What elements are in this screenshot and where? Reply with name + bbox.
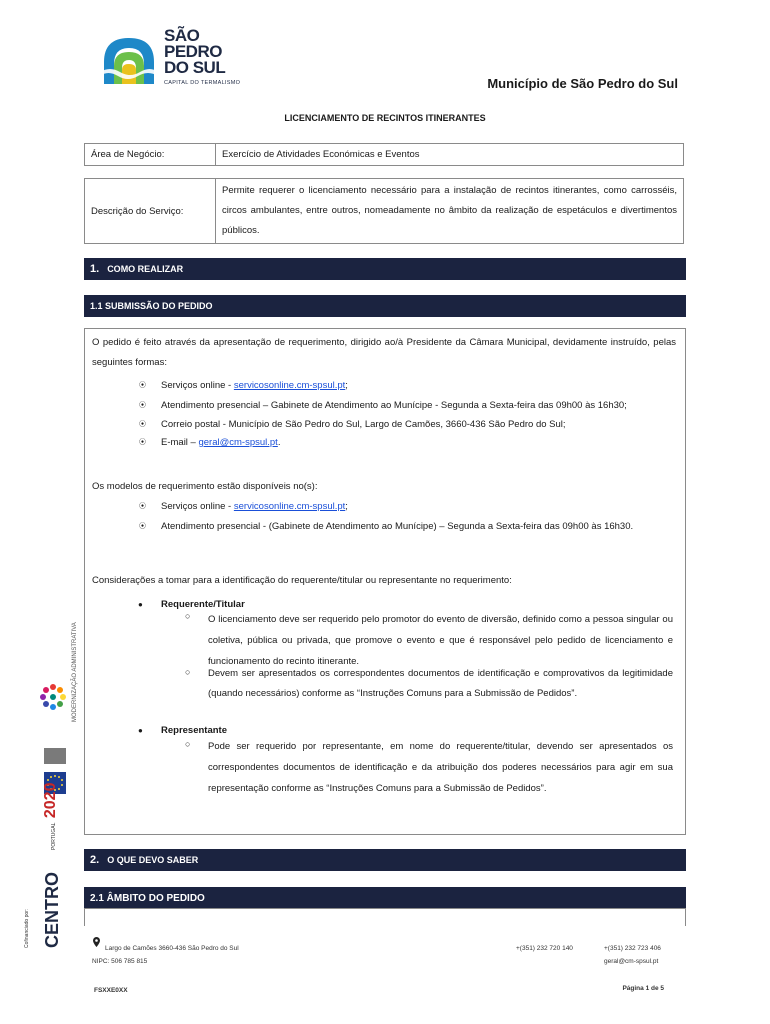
section-2-label: O QUE DEVO SABER <box>107 855 199 865</box>
section-2-header <box>84 849 686 871</box>
modernizacao-text: MODERNIZAÇÃO ADMINISTRATIVA <box>72 622 78 722</box>
correio-text: Correio postal - Município de São Pedro do Sul, Largo de Camões, 3660-436 São Pedro do Sul; <box>161 419 566 430</box>
models-servicos-online-link[interactable]: servicosonline.cm-spsul.pt <box>233 501 346 512</box>
considerations-paragraph: Considerações a tomar para a identificação do requerente/titular ou representante no requerimento: <box>92 575 512 586</box>
area-table <box>84 143 684 166</box>
footer-nipc: NIPC: 506 785 815 <box>92 958 148 965</box>
atendimento-text: Atendimento presencial – Gabinete de Atendimento ao Munícipe - Segunda a Sexta-feira das 09h00 às 16h30; <box>161 400 627 411</box>
footer-phone-2: +(351) 232 723 406 <box>604 945 661 952</box>
bullet-icon: ⦿ <box>139 523 146 530</box>
logo-line-1: SÃO <box>164 26 200 45</box>
models-list <box>139 498 674 537</box>
republica-logo-icon <box>44 748 66 764</box>
models-intro: Os modelos de requerimento estão disponíveis no(s): <box>92 481 318 492</box>
requerente-title: Requerente/Titular <box>161 599 245 610</box>
scope-content <box>84 908 686 926</box>
footer-doc-code: FSXXE0XX <box>94 987 128 994</box>
circle-bullet-icon: ○ <box>185 667 191 677</box>
description-value: Permite requerer o licenciamento necessário para a instalação de recintos itinerantes, como carrosséis, circos ambulantes, entre outros, nomeadamente no âmbito da realização de espetáculos e divertimentos públicos. <box>216 179 684 244</box>
dots-logo-icon <box>38 682 68 712</box>
circle-bullet-icon: ○ <box>185 739 191 749</box>
online-suffix: ; <box>345 380 348 391</box>
cofinanciado-wrapper <box>24 890 34 950</box>
year-text: 2020 <box>42 782 59 819</box>
centro-logo: CENTRO <box>42 872 62 948</box>
representante-title: Representante <box>161 725 227 736</box>
email-prefix: E-mail – <box>161 437 199 448</box>
area-value: Exercício de Atividades Económicas e Eventos <box>216 144 684 166</box>
bullet-icon: ⦿ <box>139 421 146 428</box>
logo-line-3: DO SUL <box>164 58 226 77</box>
bullet-icon: ⦿ <box>139 503 146 510</box>
footer-email: geral@cm-spsul.pt <box>604 958 659 965</box>
document-title: LICENCIAMENTO DE RECINTOS ITINERANTES <box>284 113 486 123</box>
portugal2020-logo <box>42 783 60 850</box>
email-link[interactable]: geral@cm-spsul.pt <box>198 437 278 448</box>
section-2-1-header <box>84 887 686 909</box>
area-label: Área de Negócio: <box>85 144 216 166</box>
logo-mark-icon <box>100 32 158 88</box>
modernizacao-text-wrapper <box>72 622 84 722</box>
logo-line-2: PEDRO <box>164 42 222 61</box>
list-item <box>139 516 674 537</box>
list-item <box>139 416 674 434</box>
section-1-label: COMO REALIZAR <box>107 264 184 274</box>
requerente-item-2: Devem ser apresentados os correspondentes documentos de identificação e comprovativos da legitimidade (quando necessários) conforme as “Instruções Comuns para a Submissão de Pedidos”. <box>208 668 673 699</box>
section-2-1-label: 2.1 ÂMBITO DO PEDIDO <box>90 892 205 904</box>
footer-phone-1: +(351) 232 720 140 <box>516 945 573 952</box>
centro-wrapper <box>42 874 72 950</box>
models-online-suffix: ; <box>345 501 348 512</box>
list-item <box>139 395 674 416</box>
servicos-online-link[interactable]: servicosonline.cm-spsul.pt <box>233 380 346 391</box>
requerente-item-1: O licenciamento deve ser requerido pelo promotor do evento de diversão, definido como a pessoa singular ou coletiva, pública ou privada, que promove o evento e que é responsável pelo pedido de licenciamento e funcionamento do recinto itinerante. <box>208 614 673 667</box>
municipality-name: Município de São Pedro do Sul <box>487 76 678 91</box>
funding-sidebar <box>24 622 78 960</box>
list-item <box>139 377 674 395</box>
section-1-number: 1. <box>90 263 100 275</box>
section-2-number: 2. <box>90 854 100 866</box>
location-pin-icon <box>93 937 100 947</box>
portugal-text: PORTUGAL <box>51 822 57 850</box>
section-1-header <box>84 258 686 280</box>
list-item <box>139 434 674 452</box>
description-table <box>84 178 684 244</box>
circle-bullet-icon: ○ <box>185 611 191 621</box>
intro-paragraph: O pedido é feito através da apresentação de requerimento, dirigido ao/à Presidente da Câmara Municipal, devidamente instruído, pelas seguintes formas: <box>92 337 676 368</box>
bullet-icon: ● <box>138 726 143 735</box>
bullet-icon: ⦿ <box>139 402 146 409</box>
bullet-icon: ⦿ <box>139 439 146 446</box>
footer-page-number: Página 1 de 5 <box>622 985 664 992</box>
submission-forms-list <box>139 377 674 452</box>
online-prefix: Serviços online - <box>161 380 234 391</box>
bullet-icon: ● <box>138 600 143 609</box>
logo <box>100 28 250 92</box>
logo-tagline: CAPITAL DO TERMALISMO <box>164 80 241 86</box>
section-1-1-header <box>84 295 686 317</box>
email-suffix: . <box>277 437 281 448</box>
description-label: Descrição do Serviço: <box>85 179 216 244</box>
cofinanciado-text: Cofinanciado por: <box>24 908 30 948</box>
models-online-prefix: Serviços online - <box>161 501 234 512</box>
portugal2020-wrapper <box>42 782 72 852</box>
section-1-1-label: 1.1 SUBMISSÃO DO PEDIDO <box>90 301 213 311</box>
list-item <box>139 498 674 516</box>
bullet-icon: ⦿ <box>139 382 146 389</box>
models-atendimento-text: Atendimento presencial - (Gabinete de Atendimento ao Munícipe) – Segunda a Sexta-feira das 09h00 às 16h30. <box>161 521 634 532</box>
representante-item-1: Pode ser requerido por representante, em nome do requerente/titular, devendo ser apresentados os correspondentes documentos de identificação e da atribuição dos poderes necessários para agir em sua representação conforme as “Instruções Comuns para a Submissão de Pedidos”. <box>208 741 673 794</box>
footer-address: Largo de Camões 3660-436 São Pedro do Sul <box>105 945 239 952</box>
